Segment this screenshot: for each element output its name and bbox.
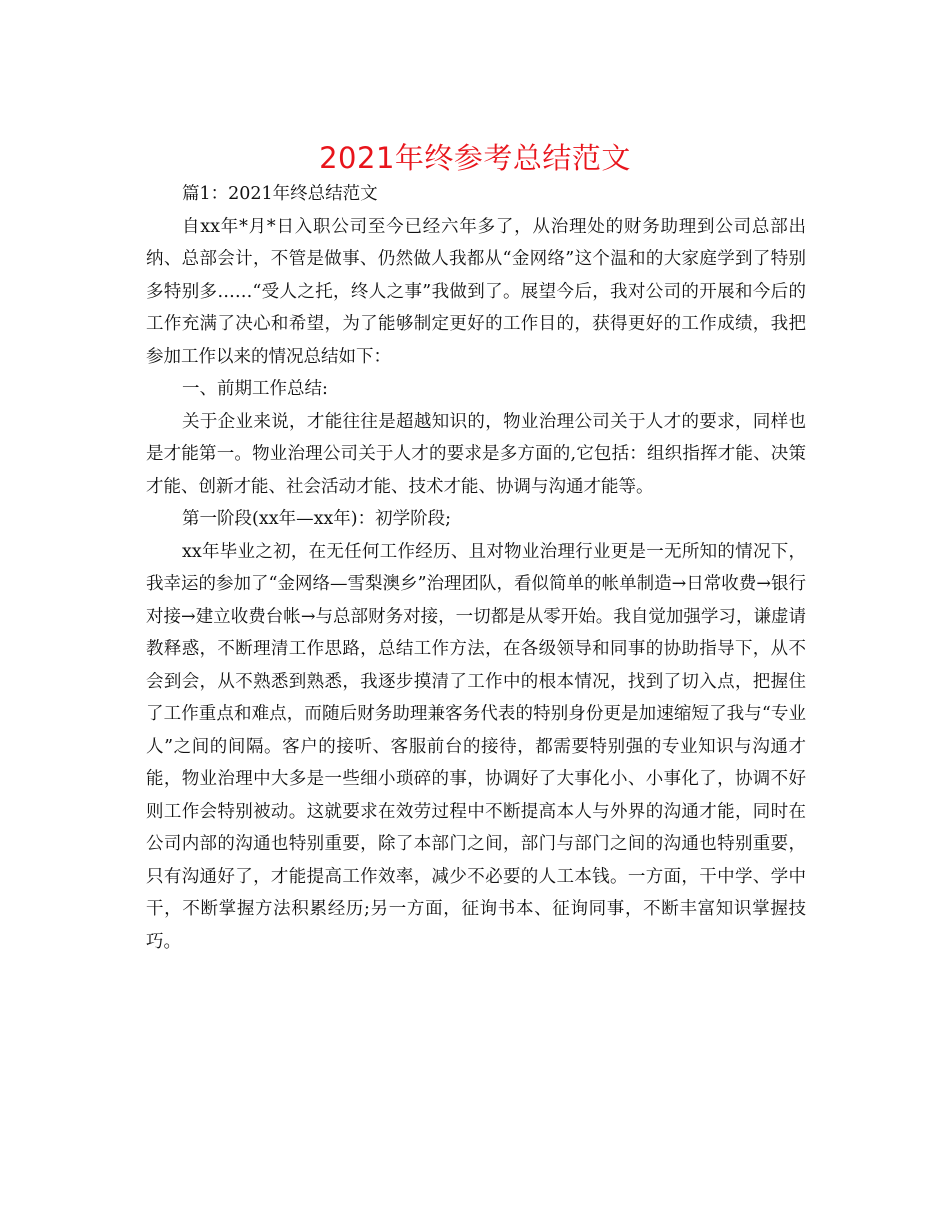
document-title: 2021年终参考总结范文 <box>319 141 631 175</box>
document-body <box>146 178 806 958</box>
stage-heading-first: 第一阶段(xx年—xx年)：初学阶段; <box>182 509 452 529</box>
section-heading-early-work: 一、前期工作总结: <box>182 379 328 399</box>
paragraph-first-stage: xx年毕业之初，在无任何工作经历、且对物业治理行业更是一无所知的情况下，我幸运的参加了“金网络—雪梨澳乡”治理团队，看似简单的帐单制造→日常收费→银行对接→建立收费台帐→与总部财务对接，一切都是从零开始。我自觉加强学习，谦虚请教释惑，不断理清工作思路，总结工作方法，在各级领导和同事的协助指导下，从不会到会，从不熟悉到熟悉，我逐步摸清了工作中的根本情况，找到了切入点，把握住了工作重点和难点，而随后财务助理兼客务代表的特别身份更是加速缩短了我与“专业人”之间的间隔。客户的接听、客服前台的接待，都需要特别强的专业知识与沟通才能，物业治理中大多是一些细小琐碎的事，协调好了大事化小、小事化了，协调不好则工作会特别被动。这就要求在效劳过程中不断提高本人与外界的沟通才能，同时在公司内部的沟通也特别重要，除了本部门之间，部门与部门之间的沟通也特别重要，只有沟通好了，才能提高工作效率，减少不必要的人工本钱。一方面，干中学、学中干，不断掌握方法积累经历;另一方面，征询书本、征询同事，不断丰富知识掌握技巧。 <box>146 541 806 952</box>
paragraph-intro: 自xx年*月*日入职公司至今已经六年多了，从治理处的财务助理到公司总部出纳、总部会计，不管是做事、仍然做人我都从“金网络”这个温和的大家庭学到了特别多特别多……“受人之托，终人之事”我做到了。展望今后，我对公司的开展和今后的工作充满了决心和希望，为了能够制定更好的工作目的，获得更好的工作成绩，我把参加工作以来的情况总结如下： <box>146 216 806 367</box>
paragraph-talent: 关于企业来说，才能往往是超越知识的，物业治理公司关于人才的要求，同样也是才能第一。物业治理公司关于人才的要求是多方面的,它包括：组织指挥才能、决策才能、创新才能、社会活动才能、技术才能、协调与沟通才能等。 <box>146 411 806 497</box>
paragraph-subtitle: 篇1：2021年终总结范文 <box>182 184 378 204</box>
